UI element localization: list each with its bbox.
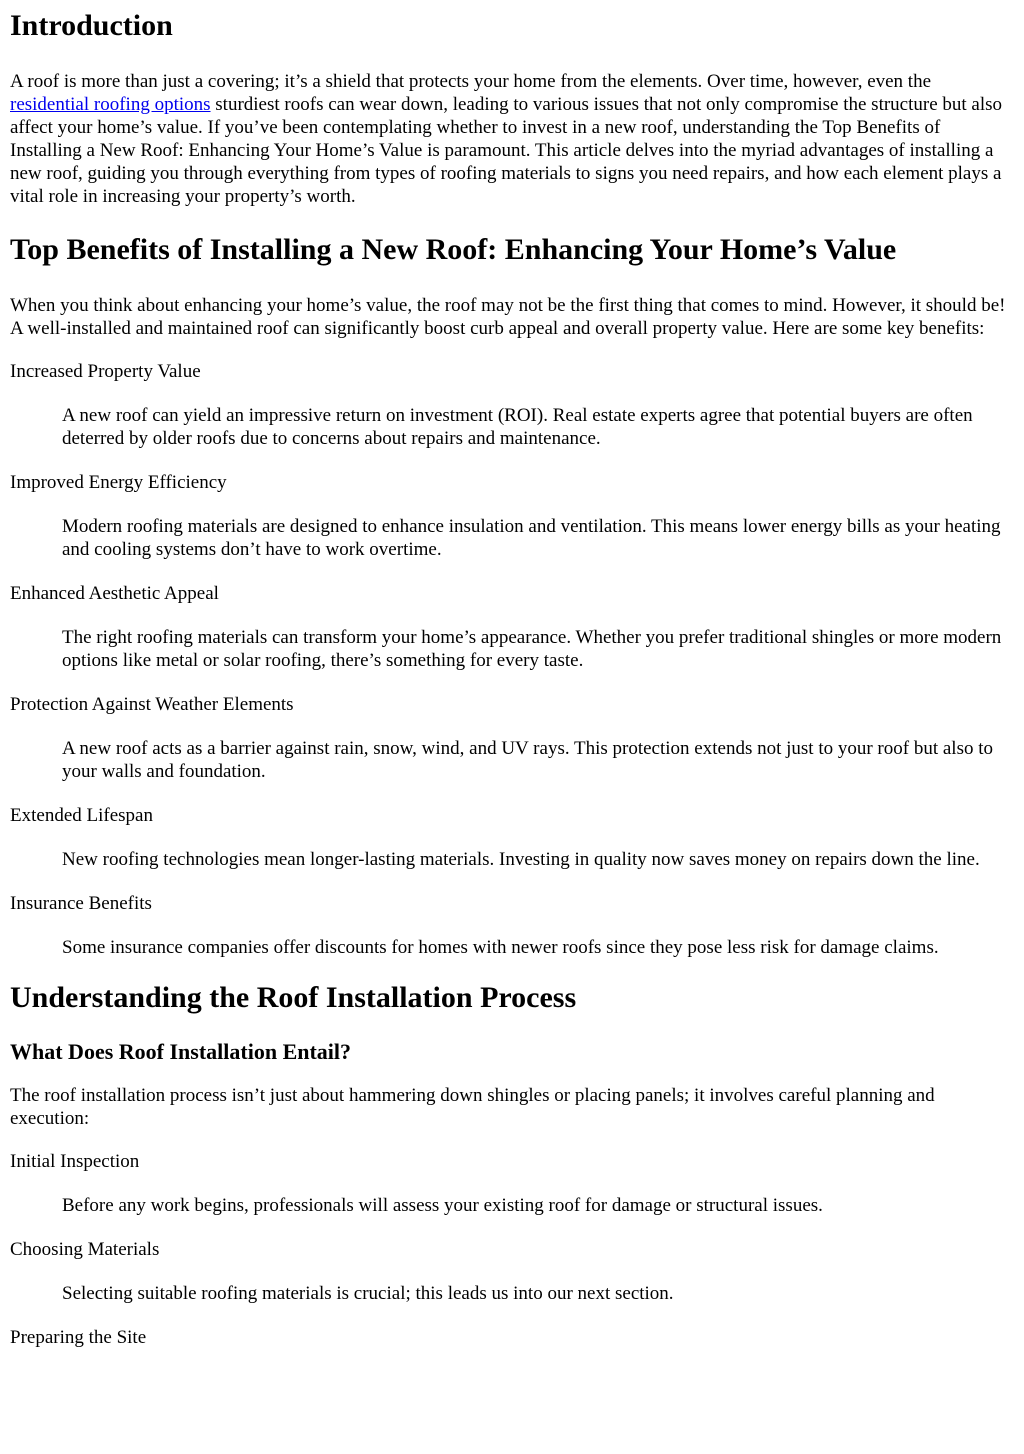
benefit-term: Improved Energy Efficiency (10, 472, 227, 493)
process-step-term: Choosing Materials (10, 1239, 160, 1260)
benefits-paragraph: When you think about enhancing your home’s value, the roof may not be the first thing that comes to mind. However, it should be! A well-installed and maintained roof can significantly boost curb appeal and overall property value. Here are some key benefits: (10, 295, 1006, 339)
process-list (10, 1150, 1014, 1349)
process-subheading: What Does Roof Installation Entail? (10, 1039, 352, 1064)
benefit-term: Enhanced Aesthetic Appeal (10, 583, 219, 604)
intro-paragraph (10, 70, 1014, 208)
process-step-description: Before any work begins, professionals will assess your existing roof for damage or structural issues. (62, 1195, 823, 1216)
benefit-term: Extended Lifespan (10, 805, 153, 826)
benefit-description: Modern roofing materials are designed to enhance insulation and ventilation. This means lower energy bills as your heating and cooling systems don’t have to work overtime. (62, 516, 1001, 560)
process-step-term: Preparing the Site (10, 1327, 147, 1348)
process-paragraph: The roof installation process isn’t just about hammering down shingles or placing panels; it involves careful planning and execution: (10, 1085, 935, 1129)
benefit-term: Insurance Benefits (10, 893, 152, 914)
process-step-description: Selecting suitable roofing materials is crucial; this leads us into our next section. (62, 1283, 674, 1304)
benefit-description: The right roofing materials can transform your home’s appearance. Whether you prefer traditional shingles or more modern options like metal or solar roofing, there’s something for every taste. (62, 627, 1002, 671)
process-heading: Understanding the Roof Installation Process (10, 981, 577, 1014)
benefit-description: A new roof can yield an impressive return on investment (ROI). Real estate experts agree that potential buyers are often deterred by older roofs due to concerns about repairs and maintenance. (62, 405, 973, 449)
benefits-heading: Top Benefits of Installing a New Roof: Enhancing Your Home’s Value (10, 233, 897, 266)
benefits-list (10, 360, 1014, 959)
intro-heading: Introduction (10, 9, 173, 42)
process-step-term: Initial Inspection (10, 1151, 140, 1172)
benefit-description: A new roof acts as a barrier against rain, snow, wind, and UV rays. This protection extends not just to your roof but also to your walls and foundation. (62, 738, 993, 782)
benefit-description: Some insurance companies offer discounts for homes with newer roofs since they pose less risk for damage claims. (62, 937, 939, 958)
benefit-description: New roofing technologies mean longer-lasting materials. Investing in quality now saves money on repairs down the line. (62, 849, 980, 870)
intro-paragraph-start: A roof is more than just a covering; it’s a shield that protects your home from the elements. Over time, however, even the (10, 71, 932, 92)
residential-roofing-link[interactable]: residential roofing options (10, 94, 211, 115)
benefit-term: Protection Against Weather Elements (10, 694, 294, 715)
document-page (0, 8, 1024, 1349)
intro-paragraph-end: sturdiest roofs can wear down, leading to various issues that not only compromise the structure but also affect your home’s value. If you’ve been contemplating whether to invest in a new roof, understanding the Top Benefits of Installing a New Roof: Enhancing Your Home’s Value is paramount. This article delves into the myriad advantages of installing a new roof, guiding you through everything from types of roofing materials to signs you need repairs, and how each element plays a vital role in increasing your property’s worth. (10, 94, 1003, 207)
benefit-term: Increased Property Value (10, 361, 201, 382)
